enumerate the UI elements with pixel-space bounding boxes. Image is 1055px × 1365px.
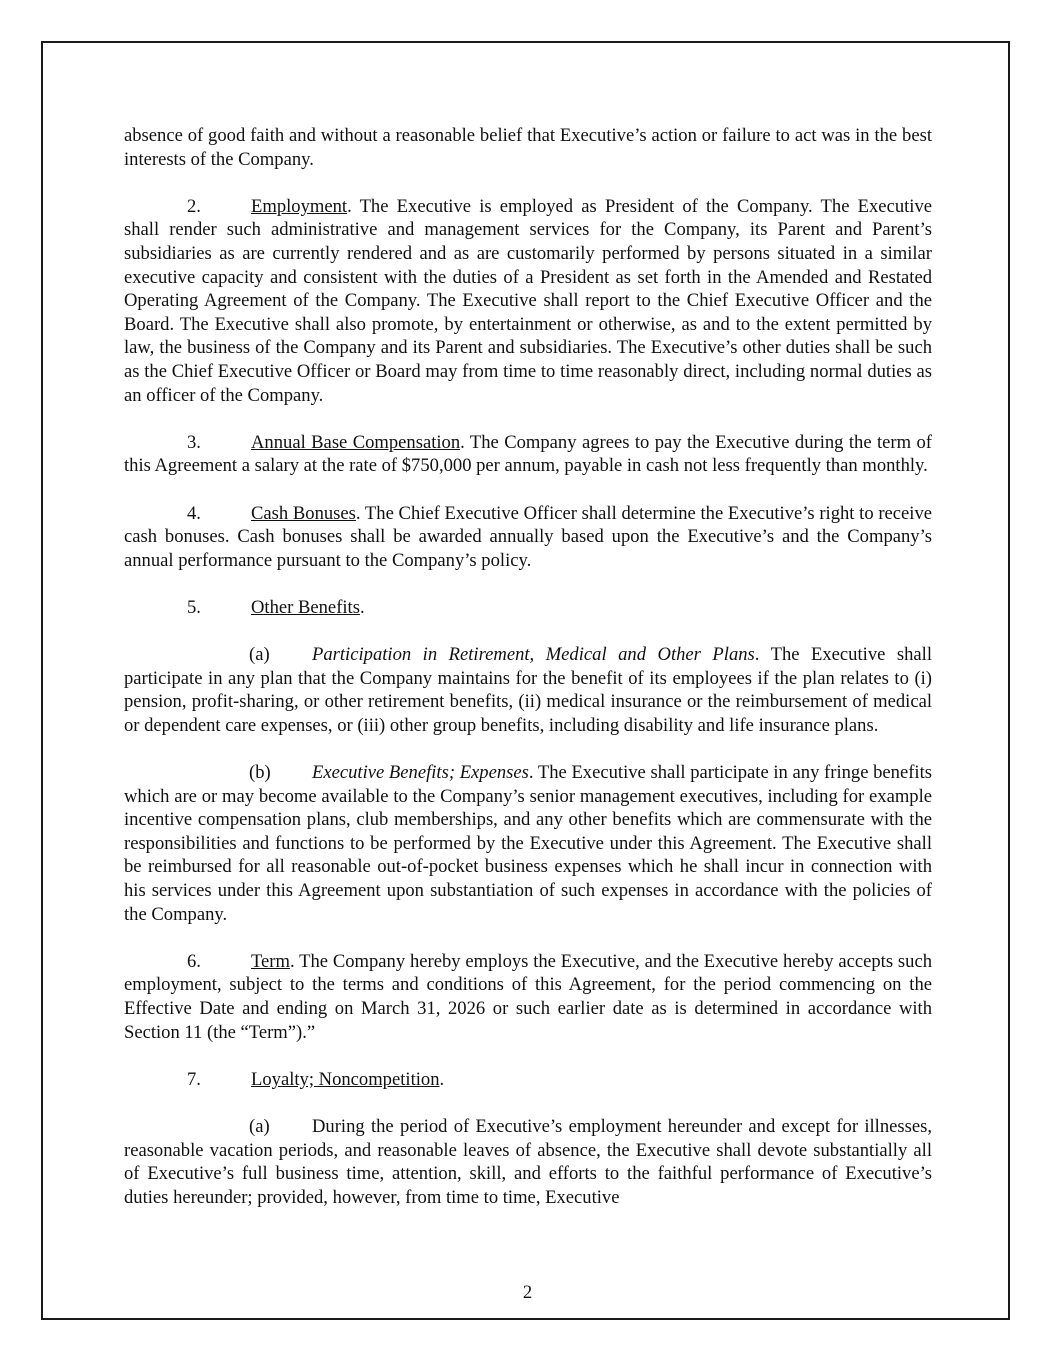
subsection-devotion-of-time bbox=[124, 1115, 932, 1209]
section-heading: Loyalty; Noncompetition bbox=[251, 1068, 440, 1090]
section-cash-bonuses bbox=[124, 502, 932, 573]
section-employment bbox=[124, 195, 932, 407]
section-text: . The Executive is employed as President of the Company. The Executive shall render such administrative and management services for the Company, its Parent and Parent’s subsidiaries as are currently rendered and as are customarily performed by persons situated in a similar executive capacity and consistent with the duties of a President as set forth in the Amended and Restated Operating Agreement of the Company. The Executive shall report to the Chief Executive Officer and the Board. The Executive shall also promote, by entertainment or otherwise, as and to the extent permitted by law, the business of the Company and its Parent and subsidiaries. The Executive’s other duties shall be such as the Chief Executive Officer or Board may from time to time reasonably direct, including normal duties as an officer of the Company. bbox=[124, 195, 932, 406]
section-other-benefits bbox=[124, 596, 932, 620]
subsection-number: (b) bbox=[249, 762, 271, 784]
page-number: 2 bbox=[522, 1282, 533, 1303]
section-number: 7. bbox=[187, 1068, 201, 1090]
subsection-participation-plans bbox=[124, 643, 932, 737]
section-heading: Other Benefits bbox=[251, 596, 360, 618]
section-annual-base-compensation bbox=[124, 431, 932, 478]
subsection-executive-benefits bbox=[124, 761, 932, 926]
section-text: . bbox=[439, 1068, 445, 1090]
section-text: . The Company hereby employs the Executive, and the Executive hereby accepts such employment, subject to the terms and conditions of this Agreement, for the period commencing on the Effective Date and ending on March 31, 2026 or such earlier date as is determined in accordance with Section 11 (the “Term”).” bbox=[124, 950, 932, 1043]
carryover-text: absence of good faith and without a reasonable belief that Executive’s action or failure to act was in the best interests of the Company. bbox=[124, 125, 932, 170]
section-text: . The Chief Executive Officer shall determine the Executive’s right to receive cash bonuses. Cash bonuses shall be awarded annually based upon the Executive’s and the Company’s annual performance pursuant to the Company’s policy. bbox=[124, 502, 933, 571]
subsection-number: (a) bbox=[249, 644, 270, 666]
section-number: 2. bbox=[187, 195, 201, 217]
subsection-text: . The Executive shall participate in any fringe benefits which are or may become available to the Company’s senior management executives, including for example incentive compensation plans, club memberships, and any other benefits which are commensurate with the responsibilities and functions to be performed by the Executive under this Agreement. The Executive shall be reimbursed for all reasonable out-of-pocket business expenses which he shall incur in connection with his services under this Agreement upon substantiation of such expenses in accordance with the policies of the Company. bbox=[124, 762, 932, 925]
section-number: 6. bbox=[187, 950, 201, 972]
section-text: . The Company agrees to pay the Executive during the term of this Agreement a salary at the rate of $750,000 per annum, payable in cash not less frequently than monthly. bbox=[124, 431, 932, 477]
section-text: . bbox=[359, 596, 365, 618]
section-heading: Term bbox=[251, 950, 290, 972]
section-heading: Cash Bonuses bbox=[251, 502, 356, 524]
section-heading: Employment bbox=[251, 195, 348, 217]
section-number: 5. bbox=[187, 596, 201, 618]
document-body bbox=[124, 124, 932, 1209]
section-loyalty-noncompetition bbox=[124, 1068, 932, 1092]
section-number: 4. bbox=[187, 502, 201, 524]
subsection-heading: Participation in Retirement, Medical and Other Plans bbox=[312, 644, 755, 666]
subsection-text: During the period of Executive’s employment hereunder and except for illnesses, reasonable vacation periods, and reasonable leaves of absence, the Executive shall devote substantially all of Executive’s full business time, attention, skill, and efforts to the faithful performance of Executive’s duties hereunder; provided, however, from time to time, Executive bbox=[124, 1115, 932, 1208]
section-number: 3. bbox=[187, 431, 201, 453]
subsection-number: (a) bbox=[249, 1115, 270, 1137]
carryover-paragraph bbox=[124, 124, 932, 171]
section-term bbox=[124, 950, 932, 1044]
section-heading: Annual Base Compensation bbox=[251, 431, 461, 453]
subsection-text: . The Executive shall participate in any plan that the Company maintains for the benefit of its employees if the plan relates to (i) pension, profit-sharing, or other retirement benefits, (ii) medical insurance or the reimbursement of medical or dependent care expenses, or (iii) other group benefits, including disability and life insurance plans. bbox=[124, 644, 932, 736]
subsection-heading: Executive Benefits; Expenses bbox=[312, 762, 529, 784]
